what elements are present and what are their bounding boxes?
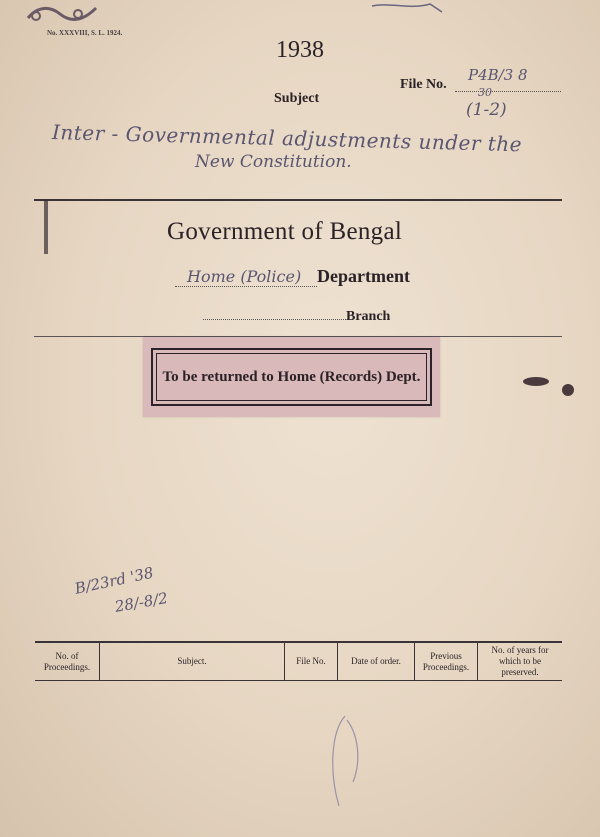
note-line1: B/23rd '38 bbox=[73, 563, 156, 598]
col-years-preserved: No. of years for which to be preserved. bbox=[478, 642, 563, 681]
department-value: Home (Police) bbox=[175, 267, 317, 287]
form-number: No. XXXVIII, S. L. 1924. bbox=[47, 29, 123, 37]
file-no-label: File No. bbox=[400, 77, 447, 92]
return-stamp bbox=[143, 337, 440, 417]
subject-label: Subject bbox=[274, 91, 320, 106]
return-stamp-text: To be returned to Home (Records) Dept. bbox=[162, 368, 421, 385]
pin-mark-icon bbox=[26, 2, 100, 24]
col-date-of-order: Date of order. bbox=[338, 642, 415, 681]
col-file-no: File No. bbox=[285, 642, 338, 681]
col-previous-proceedings: Previous Proceedings. bbox=[415, 642, 478, 681]
branch-line bbox=[203, 307, 390, 325]
file-no-dotted-line bbox=[455, 91, 561, 92]
file-no-value-3: (1-2) bbox=[466, 100, 507, 120]
subject-text-line1: Inter - Governmental adjustments under the bbox=[51, 120, 523, 157]
branch-label: Branch bbox=[346, 309, 391, 324]
scribble-mark-icon bbox=[370, 0, 450, 14]
file-no-value: P4B/3 8 bbox=[468, 66, 528, 84]
ink-blot bbox=[523, 377, 549, 386]
register-header-row bbox=[35, 642, 562, 681]
department-label: Department bbox=[317, 266, 410, 286]
note-line2: 28/-8/2 bbox=[113, 588, 170, 616]
binding-mark bbox=[44, 200, 48, 254]
divider-top bbox=[34, 199, 562, 201]
pencil-mark-icon bbox=[325, 712, 365, 812]
register-table bbox=[35, 641, 562, 681]
year: 1938 bbox=[276, 37, 324, 63]
col-subject: Subject. bbox=[100, 642, 285, 681]
branch-dotted-line bbox=[203, 307, 346, 320]
department-line bbox=[175, 266, 410, 287]
ink-blot bbox=[562, 384, 574, 396]
subject-text-line2: New Constitution. bbox=[195, 152, 352, 172]
col-proceedings: No. of Proceedings. bbox=[43, 650, 91, 672]
government-title: Government of Bengal bbox=[167, 218, 403, 245]
file-no-value-2: 30 bbox=[478, 86, 492, 99]
return-stamp-border bbox=[151, 348, 432, 406]
